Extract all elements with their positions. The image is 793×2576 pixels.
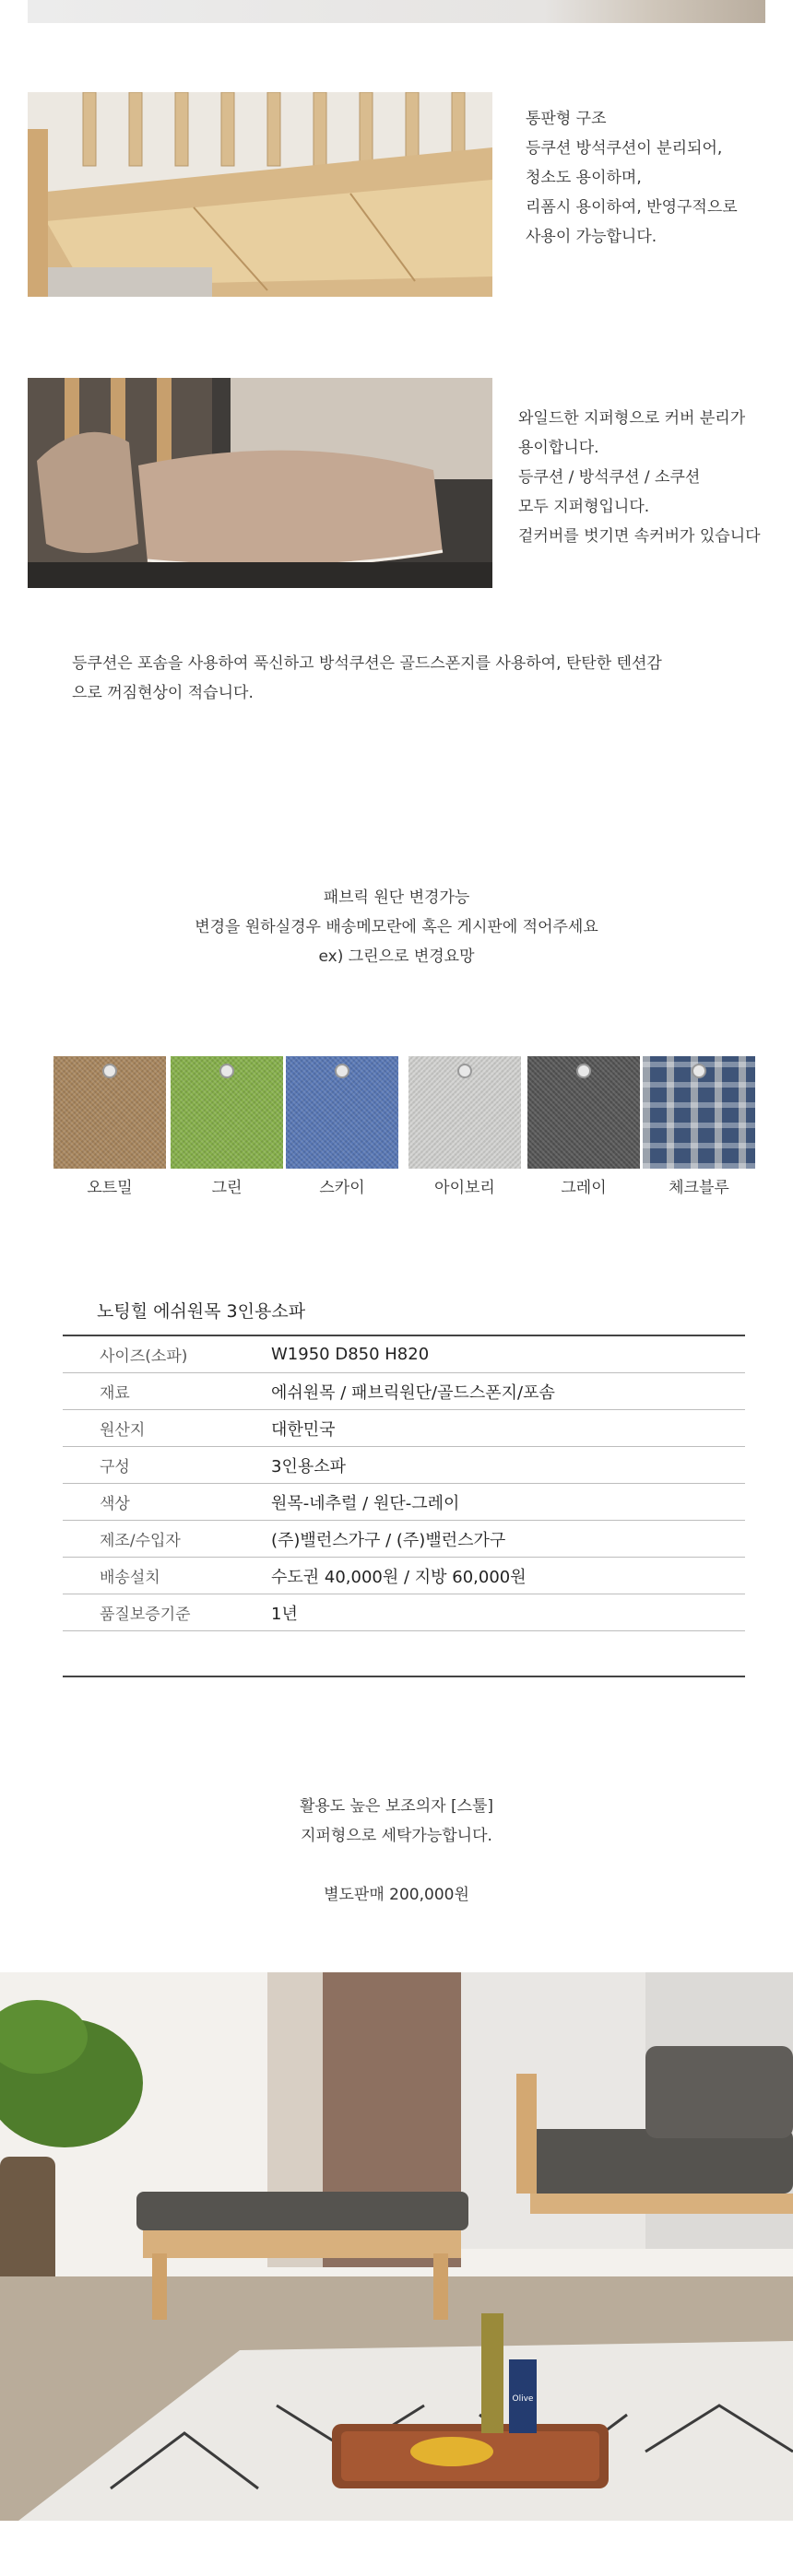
fabric-note-line: 변경을 원하실경우 배송메모란에 혹은 게시판에 적어주세요: [195, 918, 598, 936]
spec-key: 원산지: [63, 1410, 271, 1447]
spec-key: 구성: [63, 1447, 271, 1484]
spec-key: 품질보증기준: [63, 1594, 271, 1631]
grommet-icon: [102, 1064, 117, 1078]
table-row: [63, 1484, 745, 1521]
cushion-feature-line: 용이합니다.: [518, 439, 599, 457]
stool-price: 별도판매 200,000원: [324, 1886, 469, 1904]
spec-title: 노팅힐 에쉬원목 3인용소파: [97, 1301, 306, 1322]
table-row: [63, 1336, 745, 1373]
grommet-icon: [335, 1064, 349, 1078]
base-feature-line: 청소도 용이하며,: [526, 169, 642, 187]
grommet-icon: [692, 1064, 706, 1078]
cushion-feature-line: 등쿠션 / 방석쿠션 / 소쿠션: [518, 468, 701, 487]
grommet-icon: [576, 1064, 591, 1078]
spec-value: 1년: [271, 1594, 745, 1631]
spec-key: 배송설치: [63, 1558, 271, 1594]
spec-value: 원목-네추럴 / 원단-그레이: [271, 1484, 745, 1521]
base-feature-line: 등쿠션 방석쿠션이 분리되어,: [526, 139, 723, 158]
spec-value: 수도권 40,000원 / 지방 60,000원: [271, 1558, 745, 1594]
table-row: [63, 1558, 745, 1594]
stool-note-line: 활용도 높은 보조의자 [스툴]: [299, 1797, 494, 1816]
spec-value: 에쉬원목 / 패브릭원단/골드스폰지/포솜: [271, 1373, 745, 1410]
spec-value: W1950 D850 H820: [271, 1336, 745, 1373]
table-row: [63, 1594, 745, 1631]
swatch-sky[interactable]: [286, 1056, 398, 1169]
fabric-note-line: ex) 그린으로 변경요망: [318, 947, 475, 966]
swatch-label: 체크블루: [669, 1179, 729, 1197]
spec-value: 대한민국: [271, 1410, 745, 1447]
grommet-icon: [219, 1064, 234, 1078]
spec-key: 제조/수입자: [63, 1521, 271, 1558]
base-feature-line: 리폼시 용이하여, 반영구적으로: [526, 198, 738, 217]
grommet-icon: [457, 1064, 472, 1078]
swatch-green[interactable]: [171, 1056, 283, 1169]
bottle-label: Olive: [512, 2394, 534, 2404]
sofa-base-photo: [28, 92, 492, 297]
cushion-feature-line: 모두 지퍼형입니다.: [518, 498, 650, 516]
foam-note-line: 으로 꺼짐현상이 적습니다.: [72, 684, 254, 702]
living-room-photo: [0, 1972, 793, 2521]
stool-note-line: 지퍼형으로 세탁가능합니다.: [301, 1827, 492, 1845]
swatch-label: 오트밀: [87, 1179, 133, 1197]
swatch-oatmeal[interactable]: [53, 1056, 166, 1169]
swatch-check-blue[interactable]: [643, 1056, 755, 1169]
table-row: [63, 1373, 745, 1410]
swatch-label: 스카이: [319, 1179, 365, 1197]
swatch-ivory[interactable]: [408, 1056, 521, 1169]
spec-value: (주)밸런스가구 / (주)밸런스가구: [271, 1521, 745, 1558]
spec-bottom-rule: [63, 1676, 745, 1677]
spec-key: 재료: [63, 1373, 271, 1410]
cushion-feature-line: 와일드한 지퍼형으로 커버 분리가: [518, 409, 746, 428]
spec-table: [63, 1336, 745, 1631]
spec-key: 색상: [63, 1484, 271, 1521]
table-row: [63, 1521, 745, 1558]
swatch-gray[interactable]: [527, 1056, 640, 1169]
swatch-label: 그레이: [561, 1179, 607, 1197]
cushion-feature-line: 겉커버를 벗기면 속커버가 있습니다: [518, 527, 761, 546]
cushion-photo: [28, 378, 492, 588]
swatch-label: 아이보리: [434, 1179, 495, 1197]
swatch-label: 그린: [211, 1179, 243, 1197]
top-photo-strip: [28, 0, 765, 23]
base-feature-line: 사용이 가능합니다.: [526, 228, 657, 246]
table-row: [63, 1410, 745, 1447]
spec-key: 사이즈(소파): [63, 1336, 271, 1373]
base-feature-line: 통판형 구조: [526, 110, 607, 128]
spec-value: 3인용소파: [271, 1447, 745, 1484]
fabric-note-line: 패브릭 원단 변경가능: [323, 888, 470, 907]
table-row: [63, 1447, 745, 1484]
foam-note-line: 등쿠션은 포솜을 사용하여 푹신하고 방석쿠션은 골드스폰지를 사용하여, 탄탄한 텐션감: [72, 654, 662, 673]
